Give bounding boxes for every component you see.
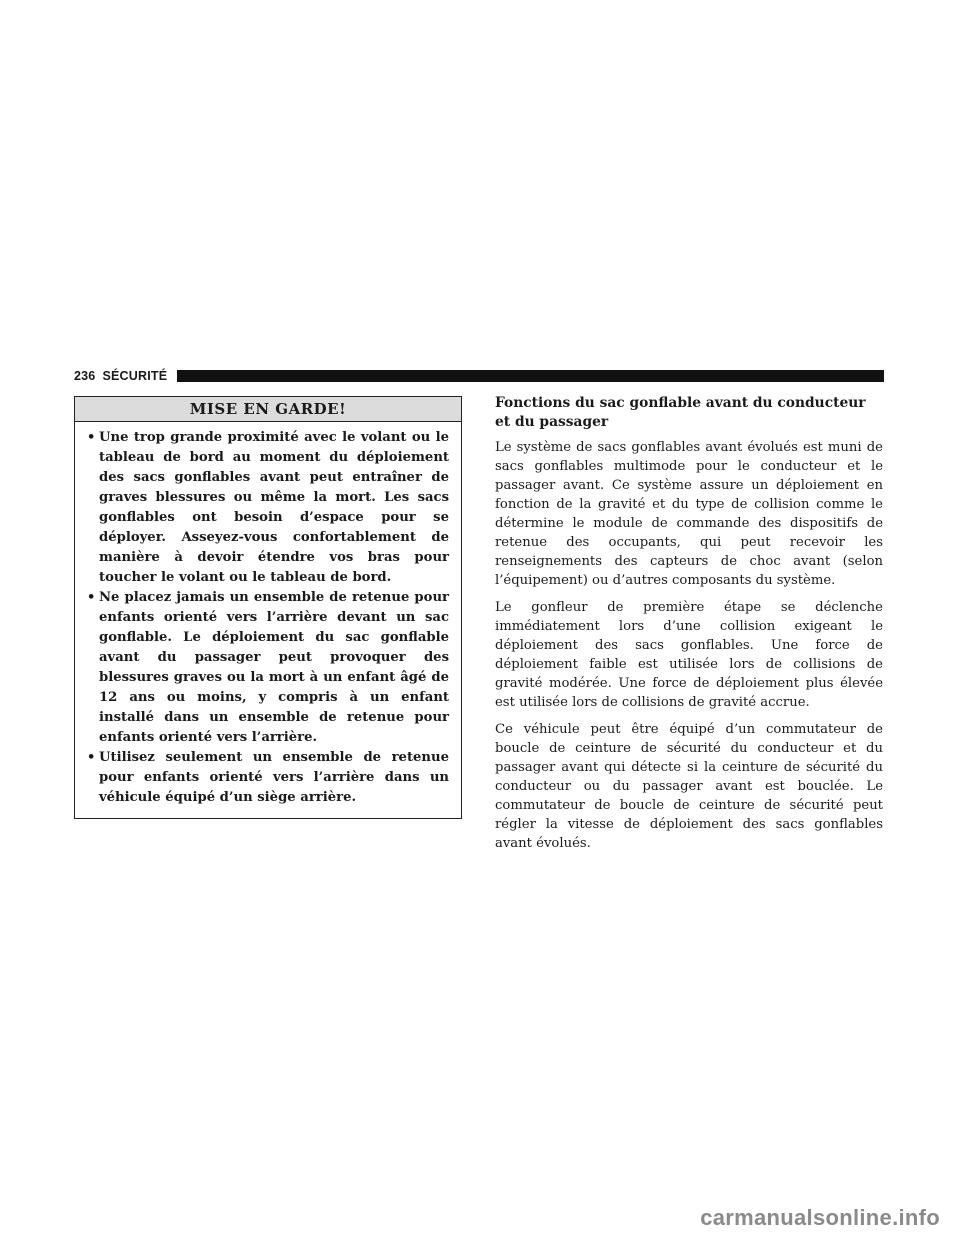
warning-item xyxy=(75,428,449,588)
warning-item-text: Ne placez jamais un ensemble de retenue pour enfants orienté vers l’arrière devant un sac gonflable. Le déploiement du sac gonflable avant du passager peut provoquer des blessures graves ou la mort à un enfant âgé de 12 ans ou moins, y compris à un enfant installé dans un ensemble de retenue pour enfants orienté vers l’arrière. xyxy=(99,590,449,745)
warning-title: MISE EN GARDE! xyxy=(75,397,461,422)
page-number: 236 xyxy=(74,369,96,383)
warning-list xyxy=(75,422,461,818)
warning-box xyxy=(74,396,462,819)
warning-item-text: Utilisez seulement un ensemble de retenue pour enfants orienté vers l’arrière dans un véhicule équipé d’un siège arrière. xyxy=(99,750,449,805)
header-rule xyxy=(177,370,884,382)
bullet-icon: • xyxy=(87,430,96,445)
bullet-icon: • xyxy=(87,590,96,605)
warning-item xyxy=(75,748,449,808)
warning-item-text: Une trop grande proximité avec le volant ou le tableau de bord au moment du déploiement des sacs gonflables avant peut entraîner de graves blessures ou même la mort. Les sacs gonflables ont besoin d’espace pour se déployer. Asseyez-vous confortablement de manière à devoir étendre vos bras pour toucher le volant ou le tableau de bord. xyxy=(99,430,449,585)
warning-item xyxy=(75,588,449,748)
section-title: SÉCURITÉ xyxy=(102,369,168,383)
section-heading: Fonctions du sac gonflable avant du conducteur et du passager xyxy=(495,395,866,430)
paragraph: Ce véhicule peut être équipé d’un commutateur de boucle de ceinture de sécurité du conducteur et du passager avant qui détecte si la ceinture de sécurité du conducteur ou du passager avant est bouclée. Le commutateur de boucle de ceinture de sécurité peut régler la vitesse de déploiement des sacs gonflables avant évolués. xyxy=(495,722,883,851)
watermark: carmanualsonline.info xyxy=(700,1205,940,1230)
bullet-icon: • xyxy=(87,750,96,765)
paragraph: Le système de sacs gonflables avant évolués est muni de sacs gonflables multimode pour le conducteur et le passager avant. Ce système assure un déploiement en fonction de la gravité et du type de collision comme le détermine le module de commande des dispositifs de retenue des occupants, qui peut recevoir les renseignements des capteurs de choc avant (selon l’équipement) ou d’autres composants du système. xyxy=(495,440,883,588)
page-header xyxy=(74,368,884,384)
body-section xyxy=(495,394,883,861)
paragraph: Le gonfleur de première étape se déclenche immédiatement lors d’une collision exigeant le déploiement des sacs gonflables. Une force de déploiement faible est utilisée lors de collisions de gravité modérée. Une force de déploiement plus élevée est utilisée lors de collisions de gravité accrue. xyxy=(495,600,883,710)
